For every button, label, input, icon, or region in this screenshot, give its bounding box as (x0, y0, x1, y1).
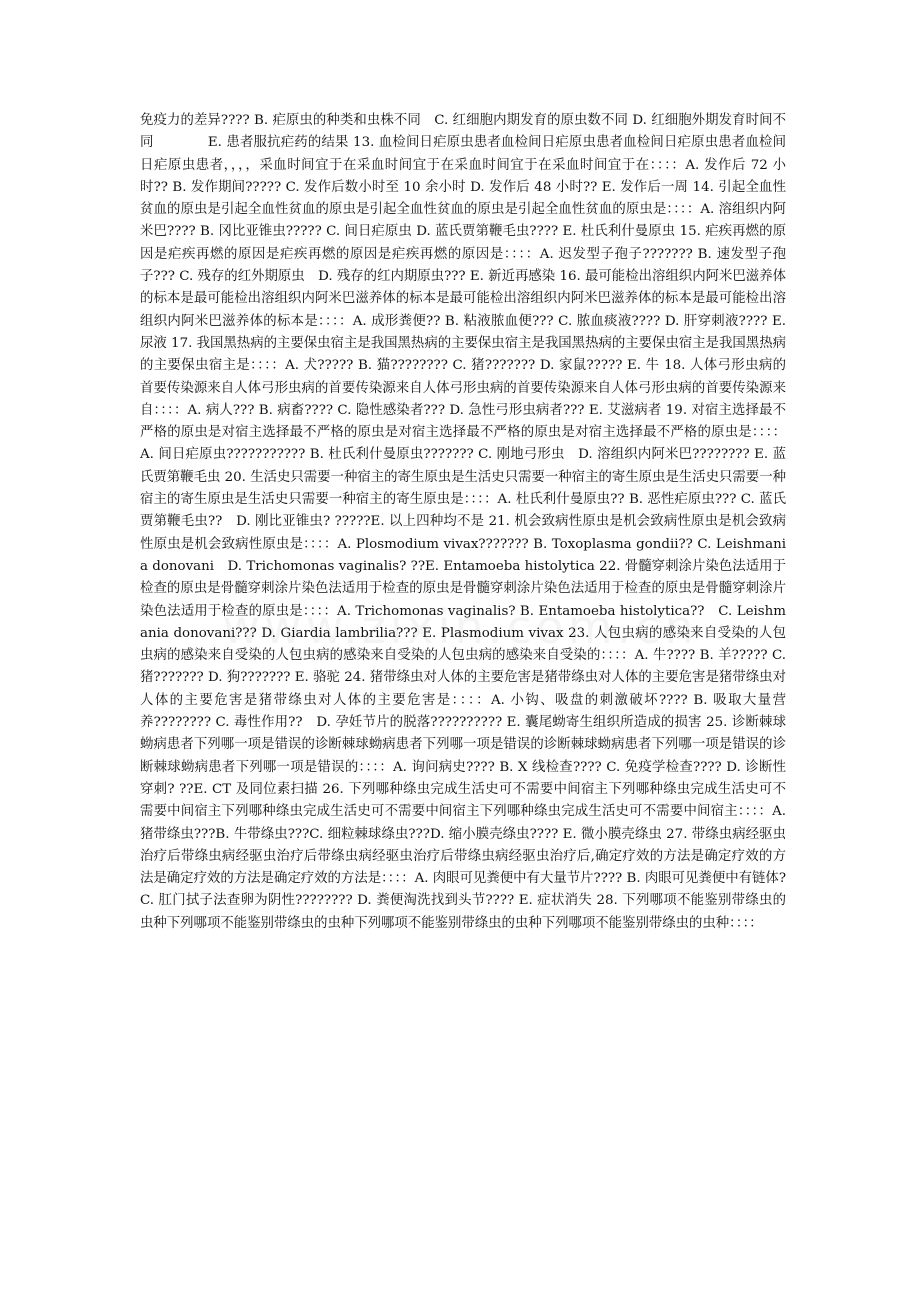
document-body: 免疫力的差异???? B. 疟原虫的种类和虫株不同 C. 红细胞内期发育的原虫数不同 D. 红细胞外期发育时间不同 E. 患者服抗疟药的结果 13. 血检间日疟原虫患者血检间日疟原虫患者血检间日疟原虫患者血检间日疟原虫患者，，，，采血时间宜于在采血时间宜于在采血时间宜于在采血时间宜于在：：：：A. 发作后 72 小时?? B. 发作期间????? C. 发作后数小时至 10 余小时 D. 发作后 48 小时?? E. 发作后一周 14. 引起全血性贫血的原虫是引起全血性贫血的原虫是引起全血性贫血的原虫是引起全血性贫血的原虫是：：：：A. 溶组织内阿米巴???? B. 冈比亚锥虫????? C. 间日疟原虫 D. 蓝氏贾第鞭毛虫???? E. 杜氏利什曼原虫 15. 疟疾再燃的原因是疟疾再燃的原因是疟疾再燃的原因是疟疾再燃的原因是：：：：A. 迟发型子孢子??????? B. 速发型子孢子??? C. 残存的红外期原虫 D. 残存的红内期原虫??? E. 新近再感染 16. 最可能检出溶组织内阿米巴滋养体的标本是最可能检出溶组织内阿米巴滋养体的标本是最可能检出溶组织内阿米巴滋养体的标本是最可能检出溶组织内阿米巴滋养体的标本是：：：：A. 成形粪便?? B. 粘液脓血便??? C. 脓血痰液???? D. 肝穿刺液???? E. 尿液 17. 我国黑热病的主要保虫宿主是我国黑热病的主要保虫宿主是我国黑热病的主要保虫宿主是我国黑热病的主要保虫宿主是：：：：A. 犬????? B. 猫???????? C. 猪??????? D. 家鼠????? E. 牛 18. 人体弓形虫病的首要传染源来自人体弓形虫病的首要传染源来自人体弓形虫病的首要传染源来自人体弓形虫病的首要传染源来自：：：：A. 病人??? B. 病畜???? C. 隐性感染者??? D. 急性弓形虫病者??? E. 艾滋病者 19. 对宿主选择最不严格的原虫是对宿主选择最不严格的原虫是对宿主选择最不严格的原虫是对宿主选择最不严格的原虫是：：：：A. 间日疟原虫??????????? B. 杜氏利什曼原虫??????? C. 刚地弓形虫 D. 溶组织内阿米巴???????? E. 蓝氏贾第鞭毛虫 20. 生活史只需要一种宿主的寄生原虫是生活史只需要一种宿主的寄生原虫是生活史只需要一种宿主的寄生原虫是生活史只需要一种宿主的寄生原虫是：：：：A. 杜氏利什曼原虫?? B. 恶性疟原虫??? C. 蓝氏贾第鞭毛虫?? D. 刚比亚锥虫? ?????E. 以上四种均不是 21. 机会致病性原虫是机会致病性原虫是机会致病性原虫是机会致病性原虫是：：：：A. Plosmodium vivax??????? B. Toxoplasma gondii?? C. Leishmania donovani D. Trichomonas vaginalis? ??E. Entamoeba histolytica 22. 骨髓穿刺涂片染色法适用于检查的原虫是骨髓穿刺涂片染色法适用于检查的原虫是骨髓穿刺涂片染色法适用于检查的原虫是骨髓穿刺涂片染色法适用于检查的原虫是：：：：A. Trichomonas vaginalis? B. Entamoeba histolytica?? C. Leishmania donovani??? D. Giardia lambrilia??? E. Plasmodium vivax 23. 人包虫病的感染来自受染的人包虫病的感染来自受染的人包虫病的感染来自受染的人包虫病的感染来自受染的：：：：A. 牛???? B. 羊????? C. 猪??????? D. 狗??????? E. 骆驼 24. 猪带绦虫对人体的主要危害是猪带绦虫对人体的主要危害是猪带绦虫对人体的主要危害是猪带绦虫对人体的主要危害是：：：：A. 小钩、吸盘的刺激破坏???? B. 吸取大量营养???????? C. 毒性作用?? D. 孕妊节片的脱落?????????? E. 囊尾蚴寄生组织所造成的损害 25. 诊断棘球蚴病患者下列哪一项是错误的诊断棘球蚴病患者下列哪一项是错误的诊断棘球蚴病患者下列哪一项是错误的诊断棘球蚴病患者下列哪一项是错误的：：：：A. 询问病史???? B. X 线检查???? C. 免疫学检查???? D. 诊断性穿刺? ??E. CT 及同位素扫描 26. 下列哪种绦虫完成生活史可不需要中间宿主下列哪种绦虫完成生活史可不需要中间宿主下列哪种绦虫完成生活史可不需要中间宿主下列哪种绦虫完成生活史可不需要中间宿主：：：：A. 猪带绦虫???B. 牛带绦虫???C. 细粒棘球绦虫???D. 缩小膜壳绦虫???? E. 微小膜壳绦虫 27. 带绦虫病经驱虫治疗后带绦虫病经驱虫治疗后带绦虫病经驱虫治疗后带绦虫病经驱虫治疗后,确定疗效的方法是确定疗效的方法是确定疗效的方法是确定疗效的方法是：：：：A. 肉眼可见粪便中有大量节片???? B. 肉眼可见粪便中有链体? C. 肛门拭子法查卵为阴性???????? D. 粪便淘洗找到头节???? E. 症状消失 28. 下列哪项不能鉴别带绦虫的虫种下列哪项不能鉴别带绦虫的虫种下列哪项不能鉴别带绦虫的虫种下列哪项不能鉴别带绦虫的虫种：：：： (140, 113, 800, 931)
